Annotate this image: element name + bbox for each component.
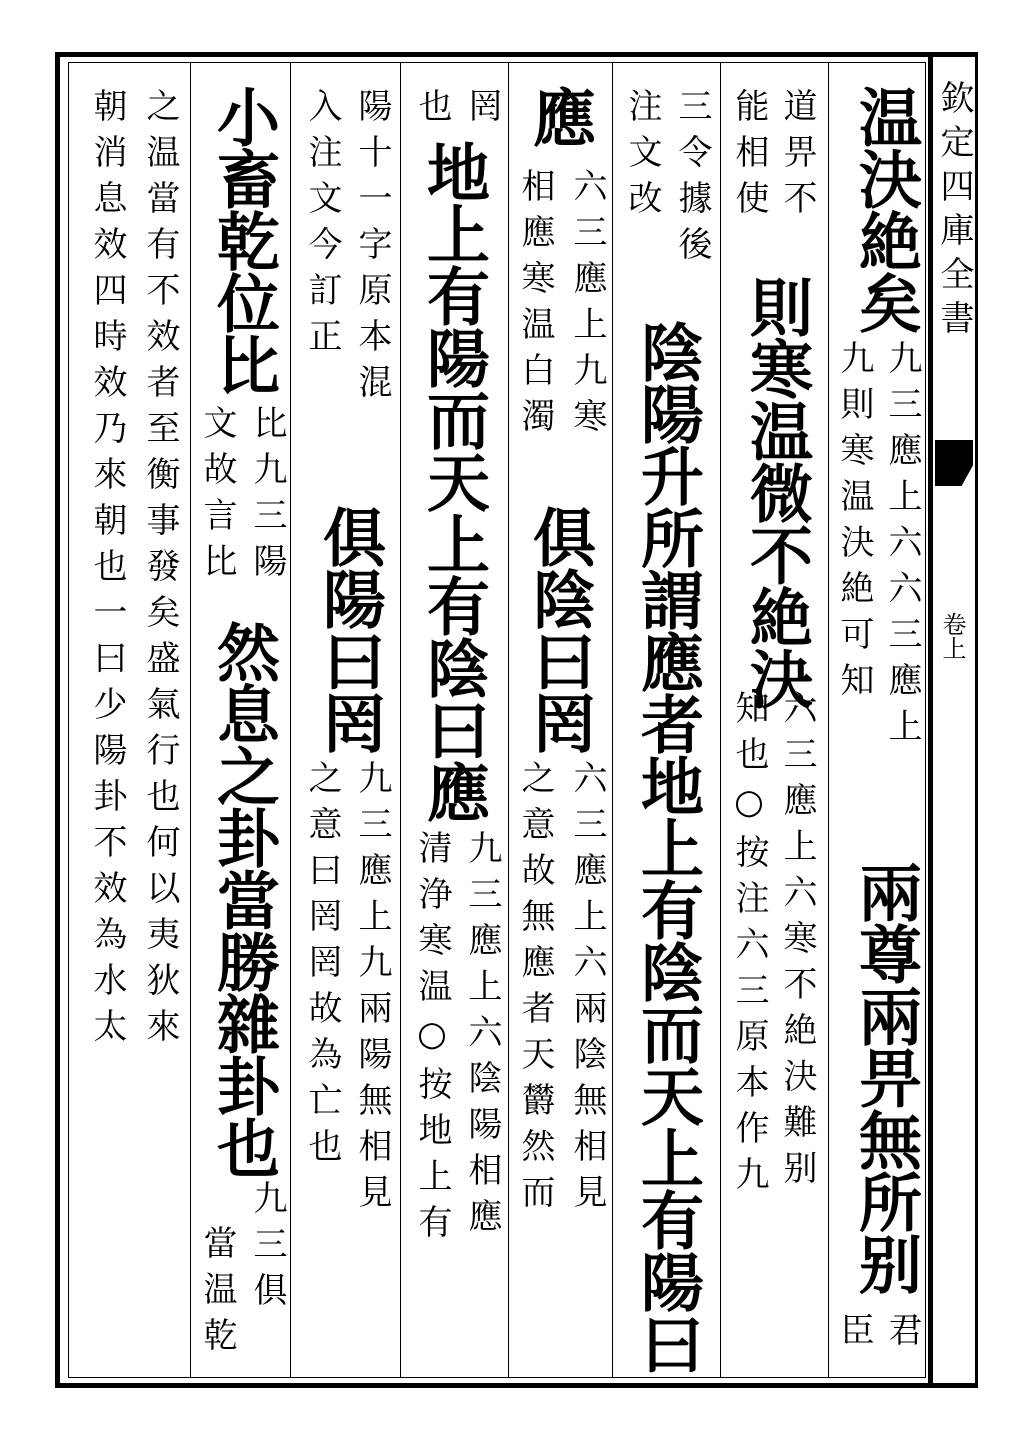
main-text: 然息之卦當勝雜卦也 [207, 620, 281, 1178]
commentary-text: 當温乾 [197, 1225, 237, 1363]
commentary-text: 知也○按注六三原本作九 [729, 690, 769, 1202]
column-rule [190, 62, 191, 1378]
commentary-text: 臣 [834, 1312, 874, 1358]
main-text: 應 [523, 85, 597, 147]
column-rule [828, 62, 829, 1378]
margin-title: 欽定四庫全書 [934, 80, 974, 344]
commentary-text: 比九三陽 [247, 405, 287, 589]
commentary-text: 陽十一字原本混 [352, 88, 392, 410]
column-rule [508, 62, 509, 1378]
commentary-text: 君 [882, 1312, 922, 1358]
commentary-text: 六三應上九寒 [567, 168, 607, 444]
main-text: 小畜乾位比 [207, 85, 281, 395]
main-text: 則寒温微不絶決 [740, 275, 814, 709]
commentary-text: 相應寒温白濁 [515, 168, 555, 444]
commentary-text: 九則寒温決絶可知 [834, 340, 874, 708]
commentary-text: 之温當有不效者至衡事發矣盛氣行也何以夷狄來 [140, 88, 180, 1054]
main-text: 陰陽升所謂應者地上有陰而天上有陽曰 [631, 320, 705, 1374]
commentary-text: 注文改 [622, 88, 662, 226]
column-rule [612, 62, 613, 1378]
commentary-text: 三令據後 [672, 88, 712, 272]
commentary-text: 罔 [462, 88, 502, 134]
main-text: 俱陰曰罔 [523, 505, 597, 753]
column-rule [290, 62, 291, 1378]
commentary-text: 九三應上六陰陽相應 [462, 830, 502, 1244]
commentary-text: 能相使 [729, 88, 769, 226]
margin-line [975, 52, 978, 1388]
commentary-text: 道畀不 [777, 88, 817, 226]
commentary-text: 九三俱 [247, 1180, 287, 1318]
column-rule [400, 62, 401, 1378]
commentary-text: 入注文今訂正 [302, 88, 342, 364]
main-text: 温決絶矣 [849, 85, 923, 333]
commentary-text: 九三應上六六三應上 [882, 340, 922, 754]
commentary-text: 六三應上六兩陰無相見 [567, 760, 607, 1220]
column-rule [720, 62, 721, 1378]
main-text: 兩尊兩畀無所别 [849, 860, 923, 1294]
commentary-text: 文故言比 [197, 405, 237, 589]
commentary-text: 朝消息效四時效乃來朝也一曰少陽卦不效為水太 [87, 88, 127, 1054]
commentary-text: 也 [412, 88, 452, 134]
commentary-text: 之意故無應者天欝然而 [515, 760, 555, 1220]
main-text: 地上有陽而天上有陰曰應 [417, 140, 491, 822]
commentary-text: 六三應上六寒不絶決難别 [777, 690, 817, 1196]
main-text: 俱陽曰罔 [313, 505, 387, 753]
commentary-text: 之意曰罔罔故為亡也 [302, 760, 342, 1174]
commentary-text: 清浄寒温○按地上有 [412, 830, 452, 1250]
commentary-text: 九三應上九兩陽無相見 [352, 760, 392, 1220]
margin-volume: 卷上 [938, 612, 966, 660]
